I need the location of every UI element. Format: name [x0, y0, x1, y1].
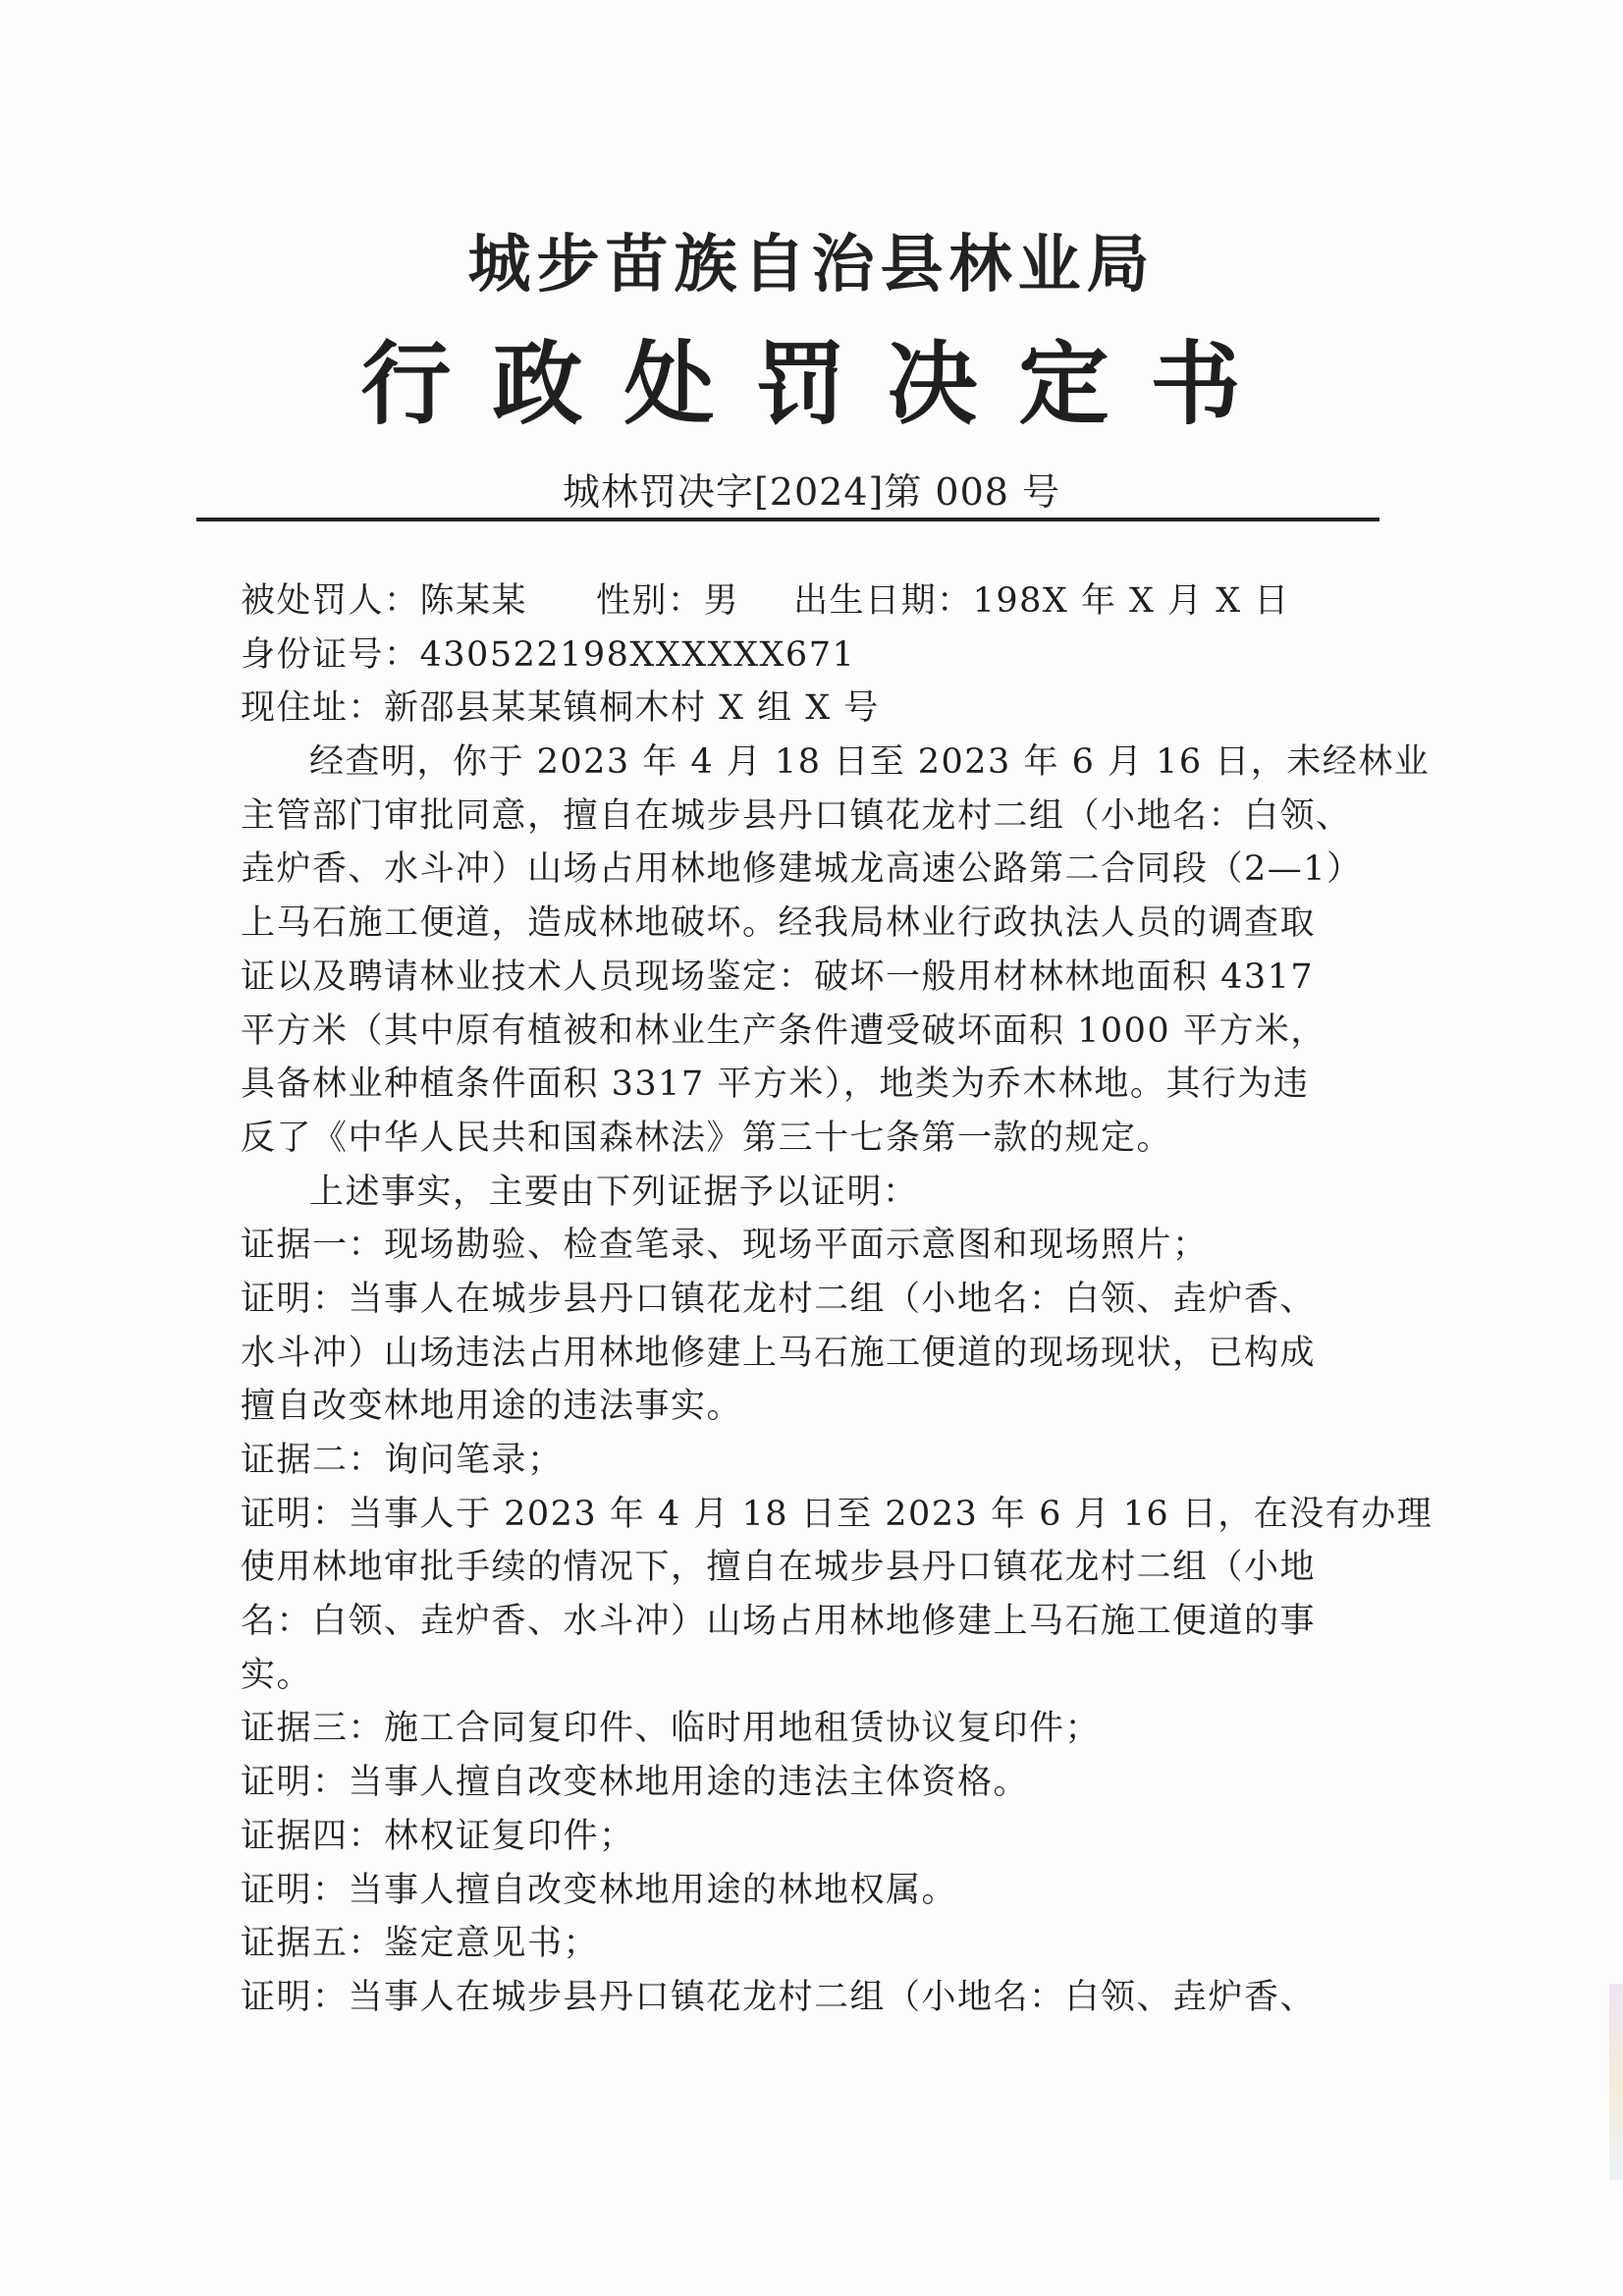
facts-line: 上马石施工便道，造成林地破坏。经我局林业行政执法人员的调查取 — [241, 903, 1317, 944]
evidence-line: 名：白领、垚炉香、水斗冲）山场占用林地修建上马石施工便道的事 — [241, 1602, 1317, 1642]
document-number: 城林罚决字[2024]第 008 号 — [562, 470, 1061, 514]
evidence-line: 实。 — [241, 1655, 313, 1695]
party-id-line — [241, 629, 1389, 683]
party-address-value: 新邵县某某镇桐木村 X 组 X 号 — [384, 688, 880, 729]
evidence-line: 证明：当事人于 2023 年 4 月 18 日至 2023 年 6 月 16 日，在没有办理 — [241, 1494, 1434, 1534]
evidence-line: 擅自改变林地用途的违法事实。 — [241, 1387, 743, 1427]
evidence-intro: 上述事实，主要由下列证据予以证明： — [309, 1172, 919, 1212]
party-dob-label: 出生日期： — [793, 581, 973, 621]
scan-edge-artifact — [1609, 1984, 1623, 2180]
facts-line: 主管部门审批同意，擅自在城步县丹口镇花龙村二组（小地名：白领、 — [241, 795, 1352, 836]
facts-line: 垚炉香、水斗冲）山场占用林地修建城龙高速公路第二合同段（2—1） — [241, 849, 1363, 890]
party-gender-value: 男 — [703, 581, 740, 621]
header-divider — [196, 518, 1380, 521]
party-gender-label: 性别： — [596, 581, 704, 621]
evidence-line: 证据一：现场勘验、检查笔录、现场平面示意图和现场照片； — [241, 1226, 1209, 1266]
party-info-line — [241, 574, 1389, 629]
organization-title: 城步苗族自治县林业局 — [467, 229, 1156, 301]
evidence-line: 证据三：施工合同复印件、临时用地租赁协议复印件； — [241, 1709, 1102, 1749]
document-body — [241, 574, 1434, 2025]
party-address-label: 现住址： — [241, 688, 385, 729]
document-type-title: 行政处罚决定书 — [360, 332, 1282, 437]
party-address-line — [241, 682, 1389, 736]
evidence-line: 证明：当事人擅自改变林地用途的林地权属。 — [241, 1870, 958, 1910]
evidence-line: 证明：当事人擅自改变林地用途的违法主体资格。 — [241, 1763, 1030, 1803]
evidence-line: 证明：当事人在城步县丹口镇花龙村二组（小地名：白领、垚炉香、 — [241, 1279, 1317, 1319]
facts-line: 平方米（其中原有植被和林业生产条件遭受破坏面积 1000 平方米， — [241, 1011, 1326, 1051]
evidence-line: 证据四：林权证复印件； — [241, 1816, 635, 1856]
party-name-value: 陈某某 — [419, 581, 528, 621]
party-dob-value: 198X 年 X 月 X 日 — [972, 581, 1290, 621]
evidence-line: 使用林地审批手续的情况下，擅自在城步县丹口镇花龙村二组（小地 — [241, 1548, 1317, 1588]
facts-line: 具备林业种植条件面积 3317 平方米），地类为乔木林地。其行为违 — [241, 1065, 1310, 1105]
facts-line: 证以及聘请林业技术人员现场鉴定：破坏一般用材林林地面积 4317 — [241, 957, 1315, 997]
party-name-label: 被处罚人： — [241, 581, 420, 621]
facts-line: 反了《中华人民共和国森林法》第三十七条第一款的规定。 — [241, 1118, 1173, 1158]
evidence-line: 水斗冲）山场违法占用林地修建上马石施工便道的现场现状，已构成 — [241, 1333, 1317, 1373]
facts-line: 经查明，你于 2023 年 4 月 18 日至 2023 年 6 月 16 日，未经林业 — [309, 742, 1431, 783]
evidence-line: 证据二：询问笔录； — [241, 1441, 564, 1480]
party-id-value: 430522198XXXXXX671 — [419, 634, 856, 675]
evidence-line: 证明：当事人在城步县丹口镇花龙村二组（小地名：白领、垚炉香、 — [241, 1977, 1317, 2017]
party-id-label: 身份证号： — [241, 634, 420, 675]
evidence-line: 证据五：鉴定意见书； — [241, 1924, 600, 1964]
